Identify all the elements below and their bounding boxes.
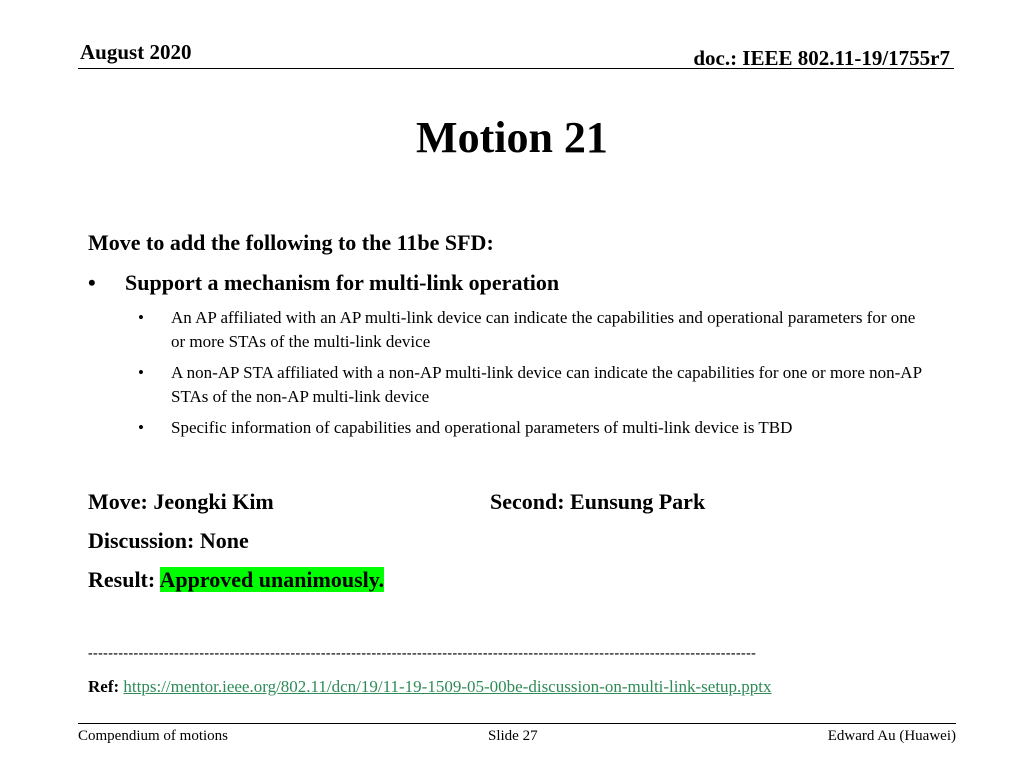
footer-author: Edward Au (Huawei) bbox=[827, 728, 956, 744]
ref-link[interactable]: https://mentor.ieee.org/802.11/dcn/19/11-19-1509-05-00be-discussion-on-multi-link-setup.pptx bbox=[123, 677, 772, 696]
motion-intro: Move to add the following to the 11be SFD: bbox=[88, 230, 494, 255]
sub-bullet bbox=[138, 361, 928, 409]
sub-bullet-dot: • bbox=[138, 308, 144, 327]
main-bullet bbox=[88, 270, 948, 296]
sub-bullet-dot: • bbox=[138, 418, 144, 437]
header-divider bbox=[78, 68, 954, 69]
footer-left: Compendium of motions bbox=[78, 728, 228, 744]
bullet-dot: • bbox=[88, 270, 96, 295]
main-bullet-text: Support a mechanism for multi-link operation bbox=[125, 270, 560, 295]
separator-line: ------------------------------------------------------------------------------------------------------------------------------------ bbox=[88, 646, 757, 661]
header-date: August 2020 bbox=[80, 40, 192, 64]
sub-bullet-text: A non-AP STA affiliated with a non-AP multi-link device can indicate the capabilities for one or more non-AP STAs of the non-AP multi-link device bbox=[171, 363, 922, 406]
result-label: Result: bbox=[88, 567, 160, 592]
sub-bullet-text: Specific information of capabilities and operational parameters of multi-link device is TBD bbox=[171, 418, 793, 437]
reference bbox=[88, 677, 772, 697]
discussion: Discussion: None bbox=[88, 528, 249, 553]
result-value: Approved unanimously. bbox=[159, 567, 385, 592]
sub-bullet bbox=[138, 416, 928, 440]
result bbox=[88, 567, 384, 593]
sub-bullet-text: An AP affiliated with an AP multi-link device can indicate the capabilities and operational parameters for one or more STAs of the multi-link device bbox=[171, 308, 916, 351]
seconder: Second: Eunsung Park bbox=[490, 489, 706, 514]
slide-number: Slide 27 bbox=[488, 728, 538, 744]
mover: Move: Jeongki Kim bbox=[88, 489, 274, 514]
footer-divider bbox=[78, 723, 956, 724]
sub-bullet-dot: • bbox=[138, 363, 144, 382]
ref-label: Ref: bbox=[88, 677, 120, 696]
header-doc-id: doc.: IEEE 802.11-19/1755r7 bbox=[693, 46, 950, 70]
sub-bullet bbox=[138, 306, 928, 354]
slide-title: Motion 21 bbox=[416, 113, 608, 162]
